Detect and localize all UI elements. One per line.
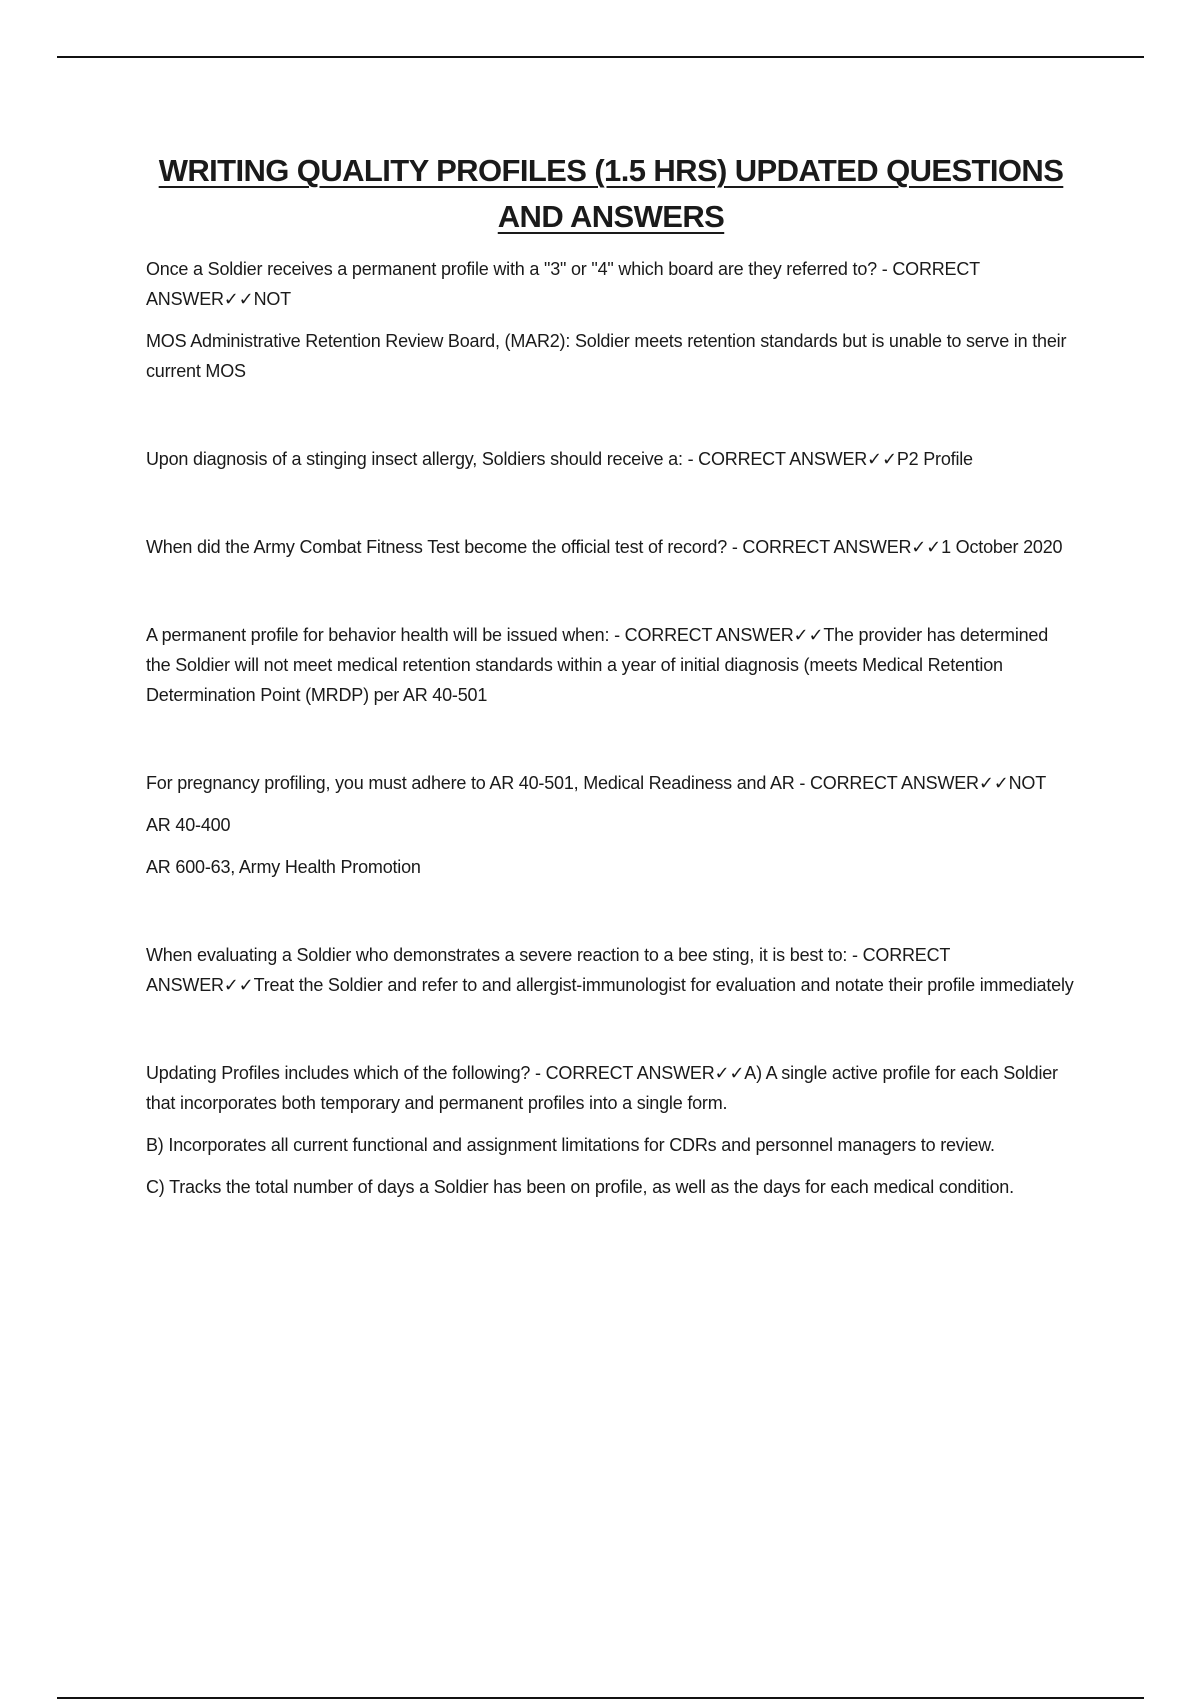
title-line-1: WRITING QUALITY PROFILES (1.5 HRS) UPDATED QUESTIONS <box>158 153 1064 188</box>
question-2: Upon diagnosis of a stinging insect allergy, Soldiers should receive a: - CORRECT ANSWER✓✓P2 Profile <box>146 449 973 469</box>
document-title <box>146 148 1076 240</box>
question-7: Updating Profiles includes which of the following? - CORRECT ANSWER✓✓A) A single active profile for each Soldier that incorporates both temporary and permanent profiles into a single form. <box>146 1063 1058 1113</box>
question-5: For pregnancy profiling, you must adhere to AR 40-501, Medical Readiness and AR - CORRECT ANSWER✓✓NOT <box>146 773 1047 793</box>
title-line-2: AND ANSWERS <box>497 199 725 234</box>
question-6: When evaluating a Soldier who demonstrates a severe reaction to a bee sting, it is best to: - CORRECT ANSWER✓✓Treat the Soldier and refer to and allergist-immunologist for evaluation and notate their profile immediately <box>146 945 1074 995</box>
top-rule <box>57 56 1144 58</box>
bottom-rule <box>57 1697 1144 1699</box>
answer-5-option-a: AR 40-400 <box>146 815 231 835</box>
answer-5-option-b: AR 600-63, Army Health Promotion <box>146 857 421 877</box>
question-1: Once a Soldier receives a permanent profile with a "3" or "4" which board are they referred to? - CORRECT ANSWER✓✓NOT <box>146 259 980 309</box>
question-4: A permanent profile for behavior health will be issued when: - CORRECT ANSWER✓✓The provider has determined the Soldier will not meet medical retention standards within a year of initial diagnosis (meets Medical Retention Determination Point (MRDP) per AR 40-501 <box>146 625 1049 705</box>
question-3: When did the Army Combat Fitness Test become the official test of record? - CORRECT ANSWER✓✓1 October 2020 <box>146 537 1063 557</box>
answer-1-detail: MOS Administrative Retention Review Board, (MAR2): Soldier meets retention standards but is unable to serve in their current MOS <box>146 331 1067 381</box>
document-body <box>146 254 1076 1202</box>
answer-7-option-b: B) Incorporates all current functional and assignment limitations for CDRs and personnel managers to review. <box>146 1135 995 1155</box>
answer-7-option-c: C) Tracks the total number of days a Soldier has been on profile, as well as the days for each medical condition. <box>146 1177 1014 1197</box>
